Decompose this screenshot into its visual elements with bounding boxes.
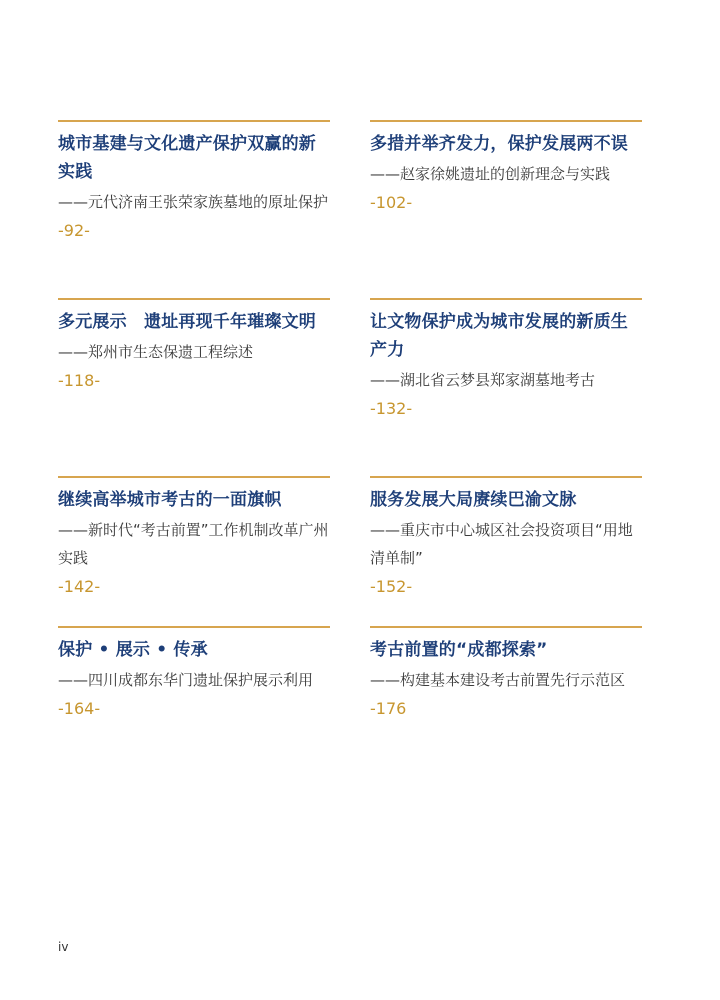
entry-title: 城市基建与文化遗产保护双赢的新实践 [58,134,316,182]
toc-entry[interactable] [370,476,642,598]
entry-page-number: -118- [58,371,101,390]
entry-divider [370,626,642,628]
entry-subtitle: ——重庆市中心城区社会投资项目“用地清单制” [370,521,633,567]
entry-subtitle: ——郑州市生态保遗工程综述 [58,343,254,361]
toc-entry[interactable] [370,626,642,720]
entry-divider [370,298,642,300]
entry-page-number: -142- [58,577,101,596]
entry-page-number: -132- [370,399,413,418]
toc-entry[interactable] [58,120,330,242]
entry-page-number: -176 [370,699,407,718]
toc-entry[interactable] [58,298,330,392]
toc-entry[interactable] [370,298,642,420]
toc-entry[interactable] [58,626,330,720]
entry-subtitle: ——元代济南王张荣家族墓地的原址保护 [58,193,329,211]
entry-subtitle: ——构建基本建设考古前置先行示范区 [370,671,626,689]
entry-subtitle: ——四川成都东华门遗址保护展示利用 [58,671,314,689]
entry-title: 保护 • 展示 • 传承 [58,640,208,660]
entry-subtitle: ——湖北省云梦县郑家湖墓地考古 [370,371,596,389]
toc-entry[interactable] [58,476,330,598]
entry-divider [58,626,330,628]
entry-page-number: -164- [58,699,101,718]
entry-divider [58,476,330,478]
entry-divider [370,476,642,478]
entry-subtitle: ——新时代“考古前置”工作机制改革广州实践 [58,521,329,567]
entry-title: 服务发展大局赓续巴渝文脉 [370,490,577,510]
entry-title: 让文物保护成为城市发展的新质生产力 [370,312,628,360]
entry-page-number: -92- [58,221,90,240]
entry-divider [58,298,330,300]
page-folio: iv [58,940,69,954]
entry-subtitle: ——赵家徐姚遗址的创新理念与实践 [370,165,611,183]
entry-divider [370,120,642,122]
entry-title: 继续高举城市考古的一面旗帜 [58,490,282,510]
entry-divider [58,120,330,122]
entry-title: 考古前置的“成都探索” [370,640,548,660]
entry-title: 多措并举齐发力，保护发展两不误 [370,134,628,154]
entry-page-number: -152- [370,577,413,596]
toc-entry[interactable] [370,120,642,214]
entry-title: 多元展示 遗址再现千年璀璨文明 [58,312,316,332]
entry-page-number: -102- [370,193,413,212]
